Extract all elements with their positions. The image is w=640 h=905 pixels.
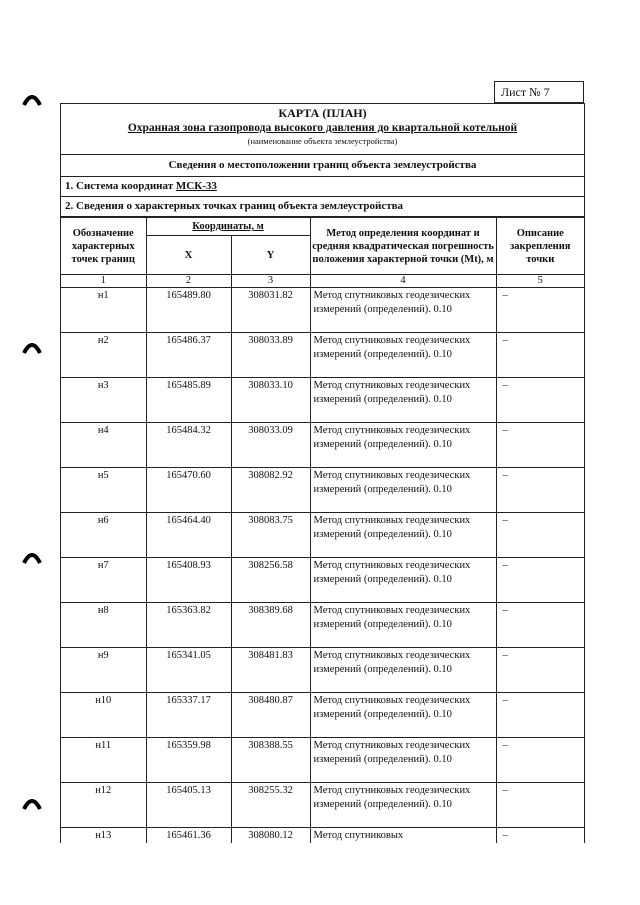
x-coordinate-cell: 165484.32 (146, 423, 231, 468)
method-cell: Метод спутниковых геодезических измерений (определений). 0.10 (310, 558, 496, 603)
y-coordinate-cell: 308255.32 (231, 783, 310, 828)
y-coordinate-cell: 308389.68 (231, 603, 310, 648)
x-coordinate-cell: 165489.80 (146, 288, 231, 333)
description-cell: – (496, 648, 584, 693)
y-coordinate-cell: 308033.09 (231, 423, 310, 468)
description-cell: – (496, 513, 584, 558)
method-cell: Метод спутниковых геодезических измерений (определений). 0.10 (310, 603, 496, 648)
y-coordinate-cell: 308480.87 (231, 693, 310, 738)
method-cell: Метод спутниковых геодезических измерений (определений). 0.10 (310, 693, 496, 738)
object-name: Охранная зона газопровода высокого давления до квартальной котельной (127, 122, 518, 134)
y-coordinate-cell: 308033.10 (231, 378, 310, 423)
y-coordinate-cell: 308082.92 (231, 468, 310, 513)
table-row (61, 738, 584, 783)
x-coordinate-cell: 165486.37 (146, 333, 231, 378)
y-coordinate-cell: 308031.82 (231, 288, 310, 333)
punch-hole-icon (22, 796, 42, 810)
column-number: 2 (146, 275, 231, 288)
table-row (61, 558, 584, 603)
punch-hole-icon (22, 550, 42, 564)
table-row (61, 828, 584, 844)
coord-system-value: МСК-33 (175, 180, 217, 192)
table-row (61, 333, 584, 378)
point-designation-cell: н4 (61, 423, 146, 468)
section-title: Сведения о местоположении границ объекта землеустройства (61, 155, 584, 177)
x-coordinate-cell: 165408.93 (146, 558, 231, 603)
point-designation-cell: н7 (61, 558, 146, 603)
description-cell: – (496, 828, 584, 844)
table-row (61, 288, 584, 333)
point-designation-cell: н2 (61, 333, 146, 378)
table-row (61, 468, 584, 513)
punch-hole-icon (22, 340, 42, 354)
header-description: Описание закрепления точки (496, 218, 584, 275)
method-cell: Метод спутниковых геодезических измерений (определений). 0.10 (310, 648, 496, 693)
description-cell: – (496, 693, 584, 738)
y-coordinate-cell: 308388.55 (231, 738, 310, 783)
column-numbers-row (61, 275, 584, 288)
table-row (61, 378, 584, 423)
point-designation-cell: н5 (61, 468, 146, 513)
description-cell: – (496, 738, 584, 783)
points-section-title: 2. Сведения о характерных точках границ объекта землеустройства (61, 197, 584, 217)
page-title: КАРТА (ПЛАН) (278, 106, 367, 120)
sheet-number: Лист № 7 (494, 81, 584, 103)
x-coordinate-cell: 165461.36 (146, 828, 231, 844)
description-cell: – (496, 378, 584, 423)
description-cell: – (496, 423, 584, 468)
document-frame (60, 103, 585, 843)
method-cell: Метод спутниковых геодезических измерений (определений). 0.10 (310, 333, 496, 378)
x-coordinate-cell: 165341.05 (146, 648, 231, 693)
description-cell: – (496, 603, 584, 648)
x-coordinate-cell: 165337.17 (146, 693, 231, 738)
point-designation-cell: н10 (61, 693, 146, 738)
point-designation-cell: н6 (61, 513, 146, 558)
description-cell: – (496, 333, 584, 378)
table-row (61, 693, 584, 738)
point-designation-cell: н1 (61, 288, 146, 333)
header-x: X (146, 236, 231, 275)
punch-hole-icon (22, 92, 42, 106)
x-coordinate-cell: 165470.60 (146, 468, 231, 513)
method-cell: Метод спутниковых геодезических измерений (определений). 0.10 (310, 288, 496, 333)
point-designation-cell: н13 (61, 828, 146, 844)
method-cell: Метод спутниковых геодезических измерений (определений). 0.10 (310, 738, 496, 783)
description-cell: – (496, 558, 584, 603)
method-cell: Метод спутниковых геодезических измерений (определений). 0.10 (310, 513, 496, 558)
column-number: 5 (496, 275, 584, 288)
point-designation-cell: н12 (61, 783, 146, 828)
method-cell: Метод спутниковых геодезических измерений (определений). 0.10 (310, 468, 496, 513)
header-y: Y (231, 236, 310, 275)
description-cell: – (496, 468, 584, 513)
description-cell: – (496, 288, 584, 333)
point-designation-cell: н9 (61, 648, 146, 693)
method-cell: Метод спутниковых геодезических измерений (определений). 0.10 (310, 423, 496, 468)
coord-system (61, 177, 584, 197)
description-cell: – (496, 783, 584, 828)
y-coordinate-cell: 308481.83 (231, 648, 310, 693)
table-row (61, 423, 584, 468)
method-cell: Метод спутниковых геодезических измерений (определений). 0.10 (310, 783, 496, 828)
header-coordinates: Координаты, м (146, 218, 310, 236)
x-coordinate-cell: 165363.82 (146, 603, 231, 648)
x-coordinate-cell: 165485.89 (146, 378, 231, 423)
y-coordinate-cell: 308083.75 (231, 513, 310, 558)
coord-system-label: 1. Система координат (65, 180, 174, 192)
y-coordinate-cell: 308080.12 (231, 828, 310, 844)
header-method: Метод определения координат и средняя квадратическая погрешность положения характерной точки (Mt), м (310, 218, 496, 275)
point-designation-cell: н3 (61, 378, 146, 423)
table-row (61, 648, 584, 693)
column-number: 1 (61, 275, 146, 288)
y-coordinate-cell: 308033.89 (231, 333, 310, 378)
x-coordinate-cell: 165405.13 (146, 783, 231, 828)
header-point-designation: Обозначение характерных точек границ (61, 218, 146, 275)
column-number: 3 (231, 275, 310, 288)
table-row (61, 513, 584, 558)
point-designation-cell: н8 (61, 603, 146, 648)
method-cell: Метод спутниковых геодезических измерений (определений). 0.10 (310, 378, 496, 423)
column-number: 4 (310, 275, 496, 288)
object-name-note: (наименование объекта землеустройства) (247, 136, 398, 146)
x-coordinate-cell: 165464.40 (146, 513, 231, 558)
table-row (61, 603, 584, 648)
y-coordinate-cell: 308256.58 (231, 558, 310, 603)
method-cell: Метод спутниковых (310, 828, 496, 844)
point-designation-cell: н11 (61, 738, 146, 783)
table-row (61, 783, 584, 828)
boundary-points-table (61, 217, 584, 843)
x-coordinate-cell: 165359.98 (146, 738, 231, 783)
header-block (61, 104, 584, 155)
